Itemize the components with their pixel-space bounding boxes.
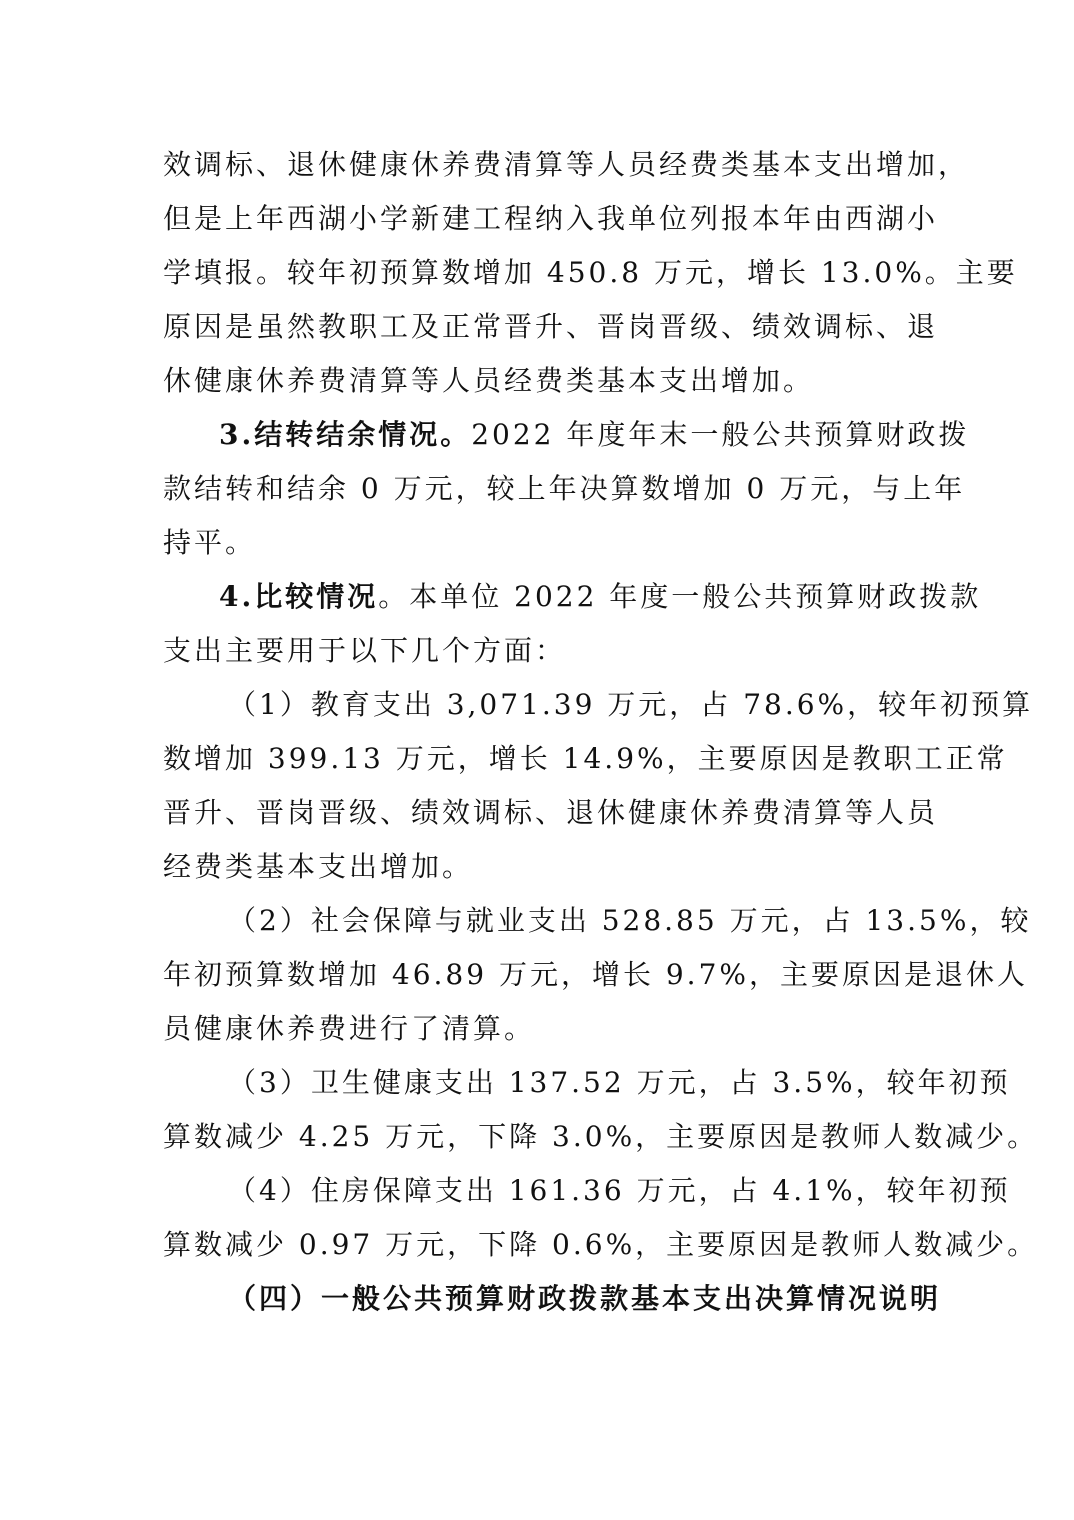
section-3-line (219, 415, 969, 455)
paragraph-line: 数增加 399.13 万元，增长 14.9%，主要原因是教职工正常 (163, 742, 1008, 775)
paragraph-line: 算数减少 4.25 万元，下降 3.0%，主要原因是教师人数减少。 (163, 1120, 1039, 1153)
paragraph-line: 效调标、退休健康休养费清算等人员经费类基本支出增加， (163, 148, 970, 181)
paragraph-line: 持平。 (163, 526, 257, 559)
paragraph-line: 晋升、晋岗晋级、绩效调标、退休健康休养费清算等人员 (163, 796, 939, 829)
paragraph-line: 算数减少 0.97 万元，下降 0.6%，主要原因是教师人数减少。 (163, 1228, 1039, 1261)
paragraph-line: 员健康休养费进行了清算。 (163, 1012, 536, 1045)
item-2-line: （2）社会保障与就业支出 528.85 万元，占 13.5%，较 (228, 904, 1032, 937)
section-3-text: 2022 年度年末一般公共预算财政拨 (471, 418, 970, 451)
paragraph-line: 经费类基本支出增加。 (163, 850, 474, 883)
item-1-line: （1）教育支出 3,071.39 万元，占 78.6%，较年初预算 (228, 688, 1034, 721)
paragraph-line: 学填报。较年初预算数增加 450.8 万元，增长 13.0%。主要 (163, 256, 1018, 289)
paragraph-line: 原因是虽然教职工及正常晋升、晋岗晋级、绩效调标、退 (163, 310, 939, 343)
paragraph-line: 休健康休养费清算等人员经费类基本支出增加。 (163, 364, 815, 397)
paragraph-line: 支出主要用于以下几个方面： (163, 634, 567, 667)
item-3-line: （3）卫生健康支出 137.52 万元，占 3.5%，较年初预 (228, 1066, 1011, 1099)
paragraph-line: 款结转和结余 0 万元，较上年决算数增加 0 万元，与上年 (163, 472, 966, 505)
section-4-text: 。本单位 2022 年度一般公共预算财政拨款 (378, 580, 982, 613)
paragraph-line: 但是上年西湖小学新建工程纳入我单位列报本年由西湖小 (163, 202, 939, 235)
section-3-heading: 3.结转结余情况。 (219, 418, 472, 451)
section-4-heading: 4.比较情况 (219, 580, 379, 613)
item-4-line: （4）住房保障支出 161.36 万元，占 4.1%，较年初预 (228, 1174, 1011, 1207)
paragraph-line: 年初预算数增加 46.89 万元，增长 9.7%，主要原因是退休人 (163, 958, 1028, 991)
section-4-line (219, 577, 981, 617)
section-heading-4: （四）一般公共预算财政拨款基本支出决算情况说明 (228, 1282, 942, 1315)
